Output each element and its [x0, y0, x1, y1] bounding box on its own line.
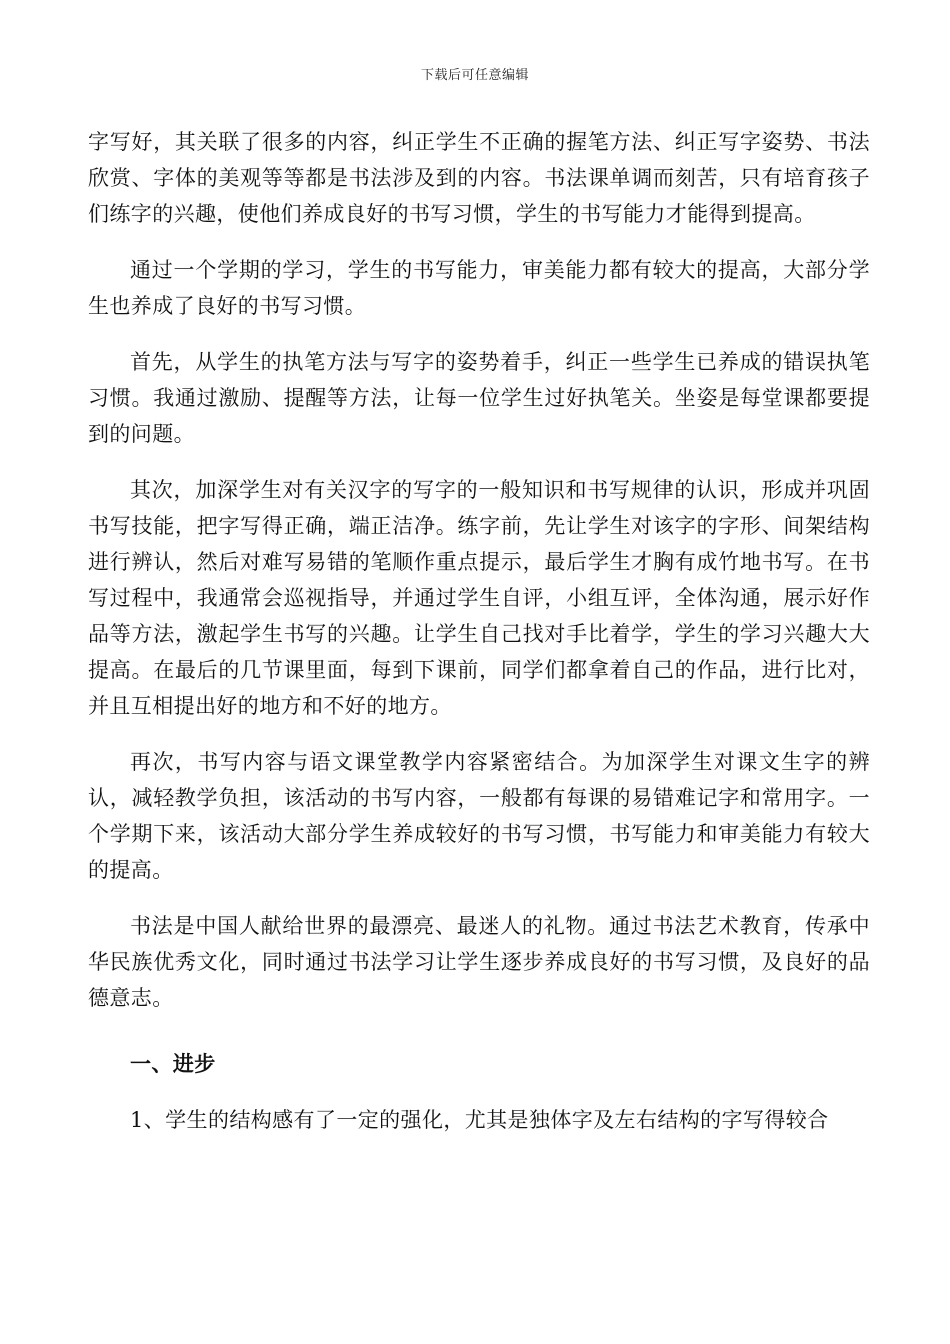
paragraph-continuation: 字写好，其关联了很多的内容，纠正学生不正确的握笔方法、纠正写字姿势、书法欣赏、字体的美观等等都是书法涉及到的内容。书法课单调而刻苦，只有培育孩子们练字的兴趣，使他们养成良好的书写习惯，学生的书写能力才能得到提高。	[88, 130, 870, 226]
paragraph-calligraphy-conclusion: 书法是中国人献给世界的最漂亮、最迷人的礼物。通过书法艺术教育，传承中华民族优秀文化，同时通过书法学习让学生逐步养成良好的书写习惯，及良好的品德意志。	[88, 914, 870, 1010]
paragraph-first-point: 首先，从学生的执笔方法与写字的姿势着手，纠正一些学生已养成的错误执笔习惯。我通过激励、提醒等方法，让每一位学生过好执笔关。坐姿是每堂课都要提到的问题。	[88, 350, 870, 446]
paragraph-third-point: 再次，书写内容与语文课堂教学内容紧密结合。为加深学生对课文生字的辨认，减轻教学负担，该活动的书写内容，一般都有每课的易错难记字和常用字。一个学期下来，该活动大部分学生养成较好的书写习惯，书写能力和审美能力有较大的提高。	[88, 750, 870, 882]
running-header: 下载后可任意编辑	[420, 68, 529, 83]
paragraph-second-point: 其次，加深学生对有关汉字的写字的一般知识和书写规律的认识，形成并巩固书写技能，把字写得正确，端正洁净。练字前，先让学生对该字的字形、间架结构进行辨认，然后对难写易错的笔顺作重点提示，最后学生才胸有成竹地书写。在书写过程中，我通常会巡视指导，并通过学生自评，小组互评，全体沟通，展示好作品等方法，激起学生书写的兴趣。让学生自己找对手比着学，学生的学习兴趣大大提高。在最后的几节课里面，每到下课前，同学们都拿着自己的作品，进行比对，并且互相提出好的地方和不好的地方。	[88, 478, 870, 718]
document-body	[88, 124, 870, 1158]
section-heading-progress: 一、进步	[130, 1051, 216, 1076]
paragraph-progress-item-1: 1、学生的结构感有了一定的强化，尤其是独体字及左右结构的字写得较合	[130, 1108, 829, 1132]
paragraph-semester-summary: 通过一个学期的学习，学生的书写能力，审美能力都有较大的提高，大部分学生也养成了良好的书写习惯。	[88, 258, 870, 318]
